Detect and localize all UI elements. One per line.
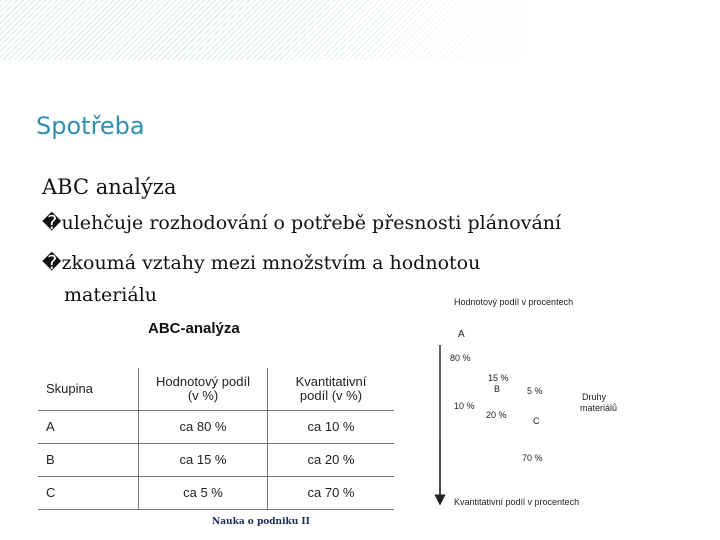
table-cell: ca 80 %	[139, 411, 268, 444]
label-20: 20 %	[486, 410, 507, 420]
bullet-1	[42, 212, 561, 234]
table-cell: ca 70 %	[268, 477, 395, 510]
abc-diagram	[430, 290, 720, 520]
table-cell: C	[38, 477, 139, 510]
table-cell: ca 20 %	[268, 444, 395, 477]
bullet-glyph-icon: �	[42, 252, 62, 274]
abc-analysis-label: ABC-analýza	[148, 320, 240, 337]
table-cell: ca 10 %	[268, 411, 395, 444]
x-axis-title: Kvantitativní podíl v procentech	[454, 497, 580, 507]
y-axis-title: Hodnotový podíl v procentech	[454, 297, 574, 307]
label-80: 80 %	[450, 353, 471, 363]
label-10: 10 %	[454, 401, 475, 411]
label-15: 15 %	[488, 373, 509, 383]
abc-table	[38, 368, 394, 510]
right-label-line1: Druhy	[582, 392, 607, 402]
section-heading: ABC analýza	[42, 175, 177, 199]
header-hodnotovy-podil: Hodnotový podíl (v %)	[139, 368, 268, 411]
slide-title: Spotřeba	[36, 112, 145, 140]
table-cell: ca 5 %	[139, 477, 268, 510]
bullet-1-text: ulehčuje rozhodování o potřebě přesnosti plánování	[61, 212, 562, 234]
table-row	[38, 444, 394, 477]
header-kvantitativni-podil: Kvantitativní podíl (v %)	[268, 368, 395, 411]
footer-text: Nauka o podniku II	[212, 517, 310, 527]
right-label-line2: materiálů	[580, 403, 618, 413]
bullet-2	[42, 252, 480, 274]
label-b: B	[494, 384, 501, 394]
table-cell: A	[38, 411, 139, 444]
header-skupina: Skupina	[38, 368, 139, 411]
table-cell: ca 15 %	[139, 444, 268, 477]
bullet-2-continuation: materiálu	[64, 284, 158, 306]
bullet-2-text: zkoumá vztahy mezi množstvím a hodnotou	[61, 252, 481, 274]
label-c: C	[533, 416, 540, 426]
table-header-row	[38, 368, 394, 411]
table-cell: B	[38, 444, 139, 477]
label-70: 70 %	[522, 453, 543, 463]
bullet-glyph-icon: �	[42, 212, 62, 234]
table-row	[38, 411, 394, 444]
label-5: 5 %	[527, 386, 543, 396]
label-a: A	[458, 329, 465, 340]
table-row	[38, 477, 394, 510]
